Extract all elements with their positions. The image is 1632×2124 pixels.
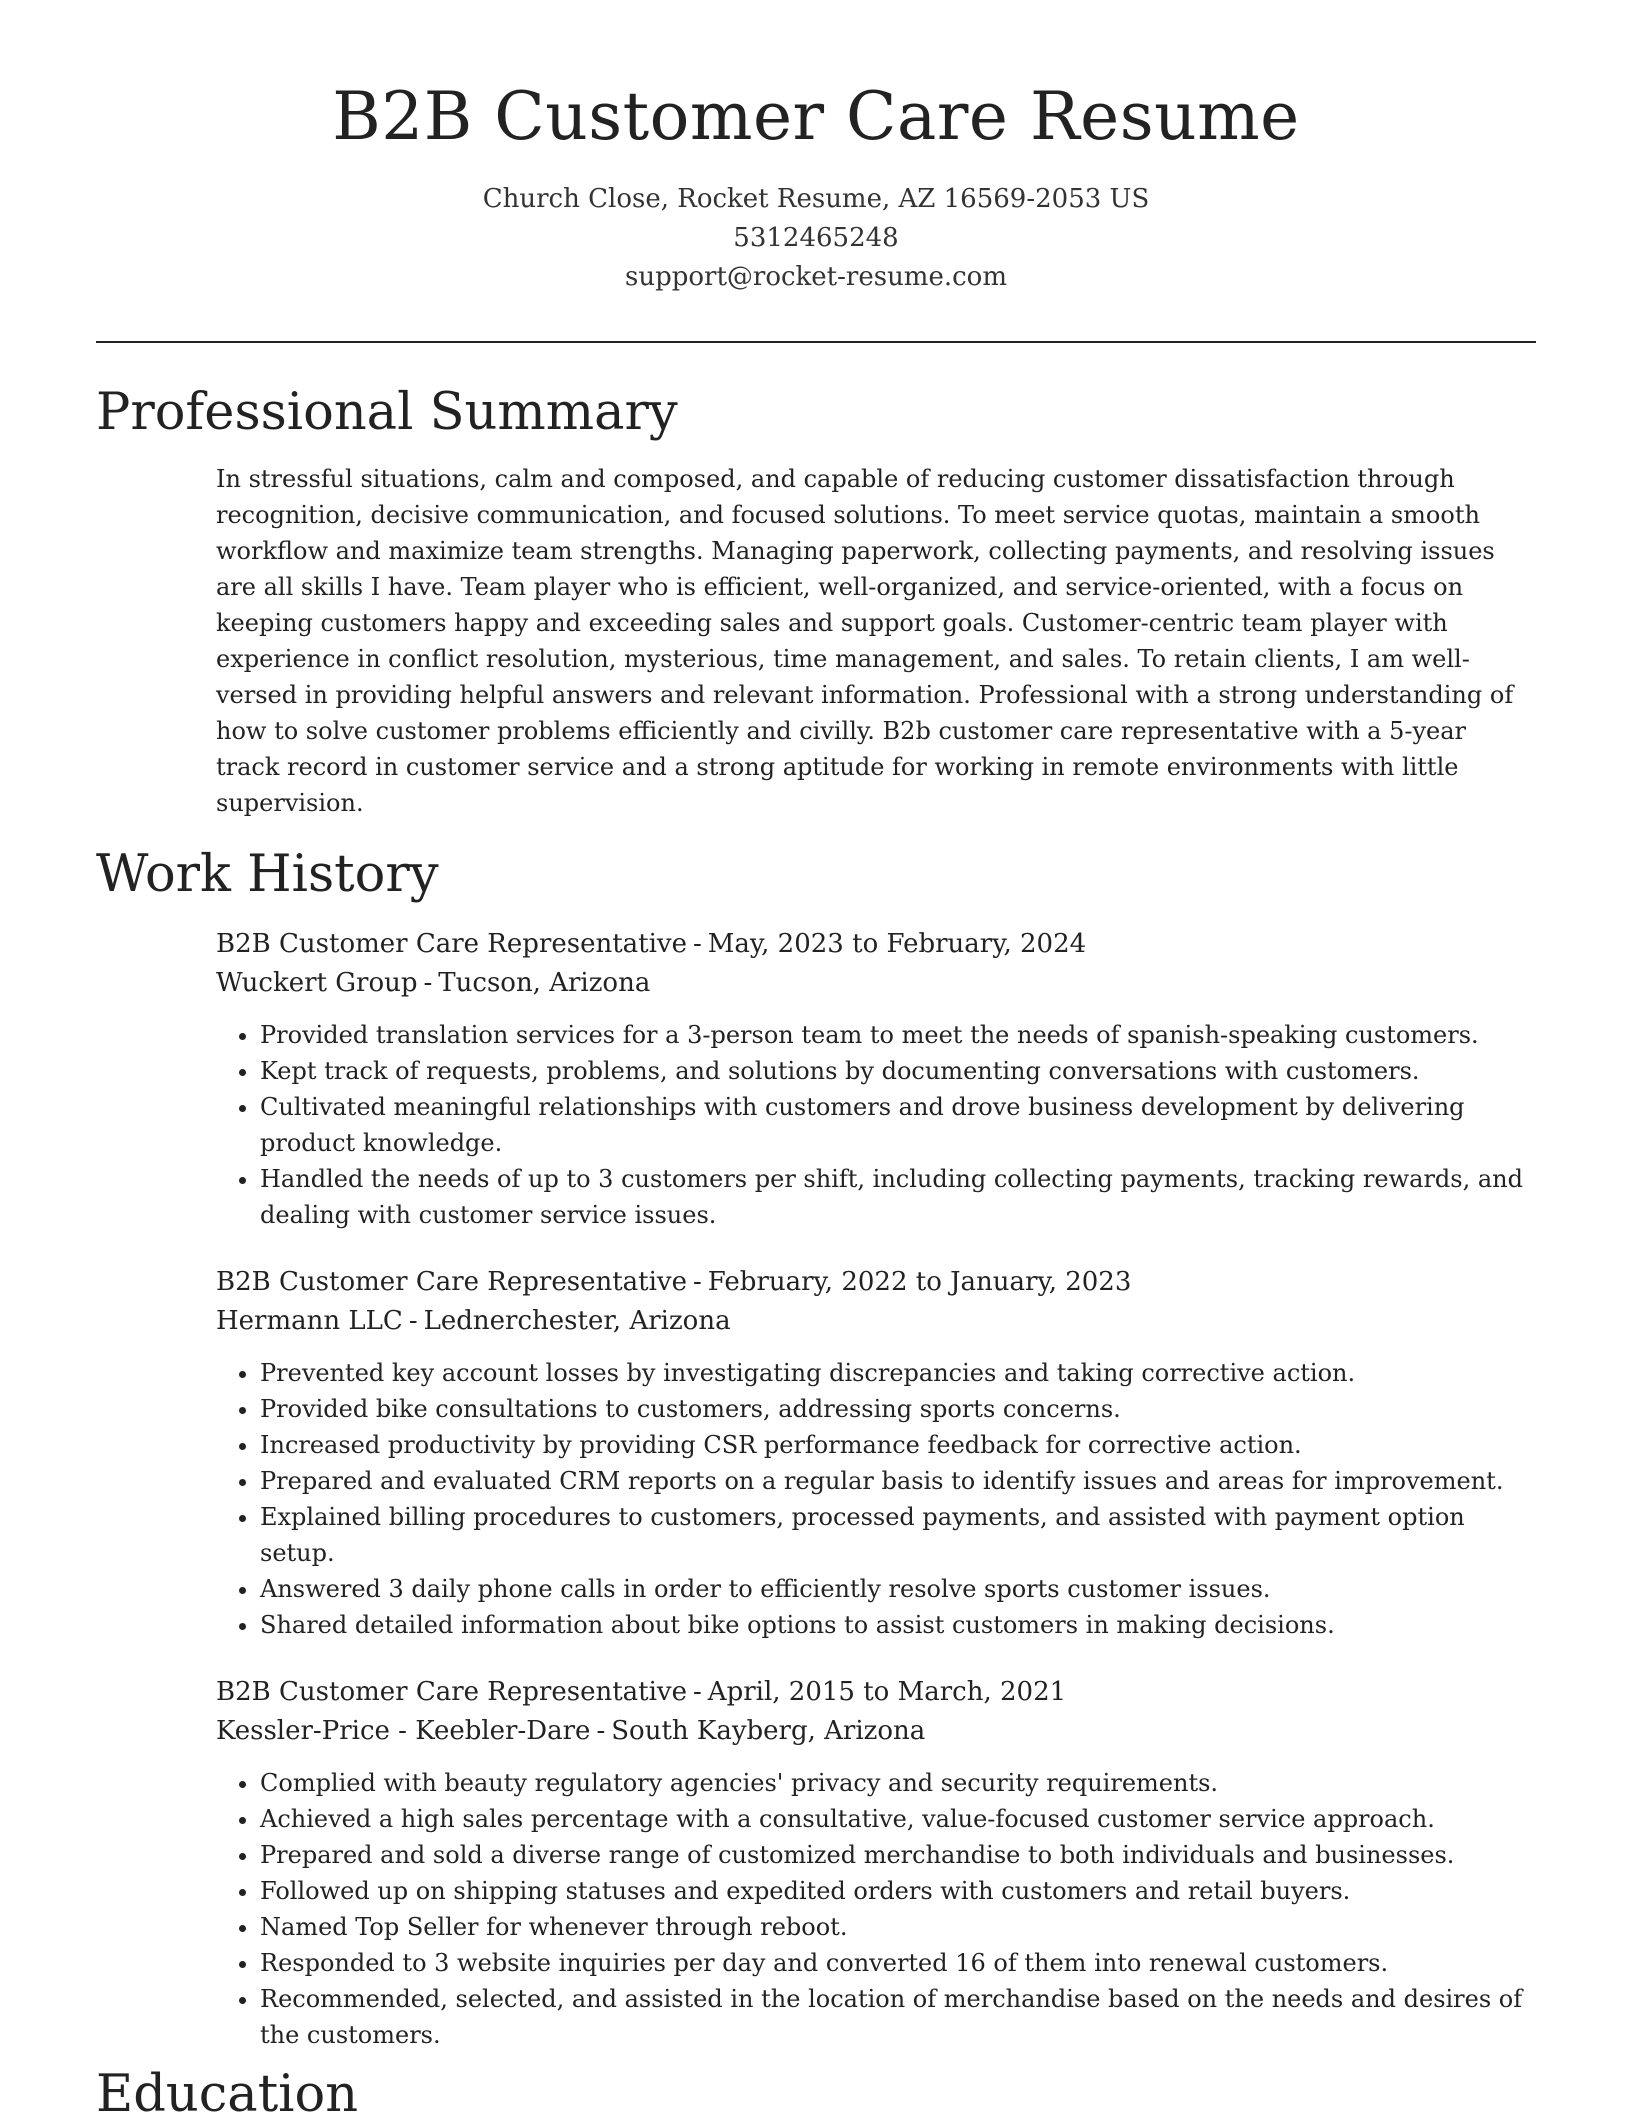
job-bullet: • Prevented key account losses by investigating discrepancies and taking corrective action. [260,1355,1536,1391]
job-bullets [216,1765,1536,2053]
contact-phone: 5312465248 [733,223,899,253]
job-bullet: • Shared detailed information about bike options to assist customers in making decisions. [260,1607,1536,1643]
job-bullet: • Kept track of requests, problems, and solutions by documenting conversations with customers. [260,1053,1536,1089]
separator: - [408,1306,418,1337]
summary-section [96,461,1536,821]
job-bullet: • Cultivated meaningful relationships with customers and drove business development by delivering product knowledge. [260,1089,1536,1161]
job-dates: February, 2022 to January, 2023 [707,1267,1132,1298]
job-dates: May, 2023 to February, 2024 [707,929,1087,960]
job-bullet: • Prepared and evaluated CRM reports on a regular basis to identify issues and areas for improvement. [260,1463,1536,1499]
job-company: Kessler-Price - Keebler-Dare [216,1716,591,1747]
job-title-line [216,1263,1536,1302]
job-bullet: • Provided bike consultations to customers, addressing sports concerns. [260,1391,1536,1427]
job-company-line [216,964,1536,1003]
job-bullet: • Answered 3 daily phone calls in order to efficiently resolve sports customer issues. [260,1571,1536,1607]
job-title-line [216,1673,1536,1712]
job-bullet: • Provided translation services for a 3-person team to meet the needs of spanish-speaking customers. [260,1017,1536,1053]
job-location: Tucson, Arizona [438,968,651,999]
job-bullet: • Prepared and sold a diverse range of customized merchandise to both individuals and businesses. [260,1837,1536,1873]
job-company: Wuckert Group [216,968,418,999]
job-bullet: • Complied with beauty regulatory agencies' privacy and security requirements. [260,1765,1536,1801]
job-role: B2B Customer Care Representative [216,1677,687,1708]
job-bullet: • Responded to 3 website inquiries per day and converted 16 of them into renewal customers. [260,1945,1536,1981]
job-role: B2B Customer Care Representative [216,1267,687,1298]
job-location: Lednerchester, Arizona [423,1306,731,1337]
separator: - [423,968,433,999]
summary-section-title: Professional Summary [96,383,678,442]
work-history-section-title: Work History [96,845,439,905]
separator: - [693,929,702,960]
job-entry [216,1673,1536,2053]
resume-header [96,0,1536,297]
job-bullets [216,1355,1536,1643]
job-bullet: • Named Top Seller for whenever through reboot. [260,1909,1536,1945]
separator: - [596,1716,606,1747]
job-title-line [216,925,1536,964]
job-dates: April, 2015 to March, 2021 [707,1677,1067,1708]
contact-email: support@rocket-resume.com [624,262,1007,292]
job-company: Hermann LLC [216,1306,403,1337]
summary-text: In stressful situations, calm and composed, and capable of reducing customer dissatisfaction through recognition, decisive communication, and focused solutions. To meet service quotas, maintain a smooth workflow and maximize team strengths. Managing paperwork, collecting payments, and resolving issues are all skills I have. Team player who is efficient, well-organized, and service-oriented, with a focus on keeping customers happy and exceeding sales and support goals. Customer-centric team player with experience in conflict resolution, mysterious, time management, and sales. To retain clients, I am well-versed in providing helpful answers and relevant information. Professional with a strong understanding of how to solve customer problems efficiently and civilly. B2b customer care representative with a 5-year track record in customer service and a strong aptitude for working in remote environments with little supervision. [216,465,1514,818]
job-entry [216,925,1536,1233]
job-bullet: • Achieved a high sales percentage with a consultative, value-focused customer service approach. [260,1801,1536,1837]
job-company-line [216,1302,1536,1341]
job-role: B2B Customer Care Representative [216,929,687,960]
job-bullet: • Followed up on shipping statuses and expedited orders with customers and retail buyers. [260,1873,1536,1909]
education-section-title: Education [96,2065,359,2124]
work-history-section [96,925,1536,2053]
separator: - [693,1267,702,1298]
separator: - [693,1677,702,1708]
job-bullet: • Handled the needs of up to 3 customers per shift, including collecting payments, tracking rewards, and dealing with customer service issues. [260,1161,1536,1233]
job-entry [216,1263,1536,1643]
resume-title: B2B Customer Care Resume [332,78,1300,155]
job-bullet: • Explained billing procedures to customers, processed payments, and assisted with payment option setup. [260,1499,1536,1571]
job-company-line [216,1712,1536,1751]
contact-address: Church Close, Rocket Resume, AZ 16569-2053 US [482,184,1150,214]
job-bullet: • Increased productivity by providing CSR performance feedback for corrective action. [260,1427,1536,1463]
job-bullet: • Recommended, selected, and assisted in the location of merchandise based on the needs and desires of the customers. [260,1981,1536,2053]
job-bullets [216,1017,1536,1233]
header-divider [96,341,1536,343]
job-location: South Kayberg, Arizona [611,1716,926,1747]
